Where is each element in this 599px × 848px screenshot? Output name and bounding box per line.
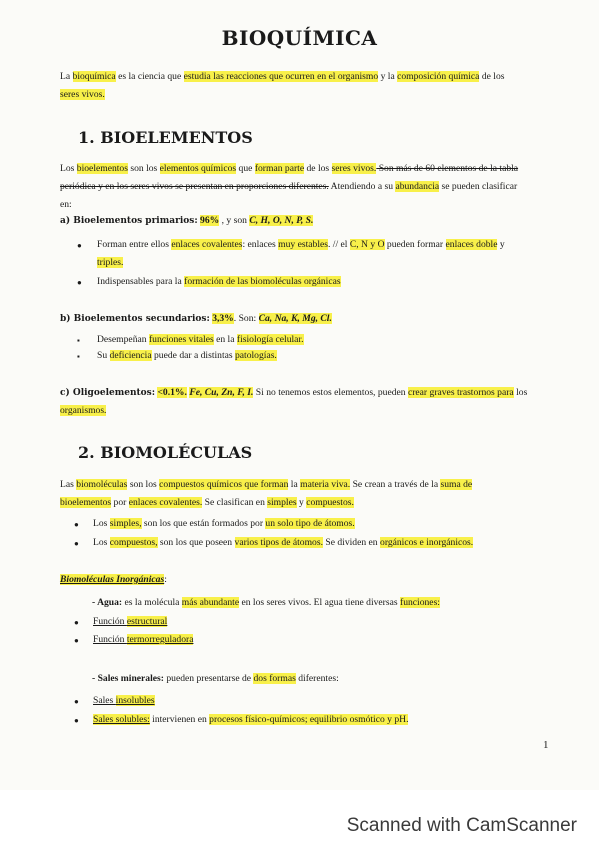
sales-bullet-2: Sales solubles: intervienen en procesos físico-químicos; equilibrio osmótico y pH. (93, 714, 409, 725)
bullet-icon: ● (74, 618, 79, 627)
s1-paragraph-line-3: en: (60, 199, 72, 210)
scanner-watermark (0, 815, 599, 848)
inorganicas-heading: Biomoléculas Inorgánicas: (60, 574, 167, 585)
oligoelementos-line-1: c) Oligoelementos: <0.1%. Fe, Cu, Zn, F, I. Si no tenemos estos elementos, pueden crear graves trastornos para los (60, 387, 528, 398)
primarios-bullet-2: Indispensables para la formación de las biomoléculas orgánicas (97, 276, 341, 287)
primarios-bullet-1-cont: triples. (97, 257, 124, 268)
bullet-icon: ● (77, 241, 82, 250)
s2-bullet-compuestos: Los compuestos, son los que poseen varios tipos de átomos. Se dividen en orgánicos e inorgánicos. (93, 537, 474, 548)
oligoelementos-line-2: organismos. (60, 405, 107, 416)
agua-line: - Agua: es la molécula más abundante en los seres vivos. El agua tiene diversas funciones: (92, 597, 440, 608)
watermark-text: Scanned with CamScanner (346, 815, 577, 836)
agua-bullet-1: Función estructural (93, 616, 168, 627)
bullet-icon: ● (77, 278, 82, 287)
sales-bullet-1: Sales insolubles (93, 695, 155, 706)
bullet-icon: ● (74, 539, 79, 548)
secundarios-bullet-1: Desempeñan funciones vitales en la fisiología celular. (97, 334, 304, 345)
s2-paragraph-line-2: bioelementos por enlaces covalentes. Se clasifican en simples y compuestos. (60, 497, 354, 508)
sales-line: - Sales minerales: pueden presentarse de dos formas diferentes: (92, 673, 339, 684)
s2-bullet-simples: Los simples, son los que están formados por un solo tipo de átomos. (93, 518, 355, 529)
intro-line-2: seres vivos. (60, 89, 105, 100)
section-heading-biomoleculas: 2. BIOMOLÉCULAS (78, 443, 253, 462)
page-number: 1 (543, 739, 549, 751)
section-heading-bioelementos: 1. BIOELEMENTOS (78, 128, 253, 147)
bullet-icon: ● (74, 716, 79, 725)
bullet-icon: ● (74, 697, 79, 706)
bullet-icon: ▪ (77, 336, 80, 345)
page-title: BIOQUÍMICA (221, 26, 378, 50)
primarios-bullet-1: Forman entre ellos enlaces covalentes: enlaces muy estables. // el C, N y O pueden formar enlaces doble y (97, 239, 505, 250)
bullet-icon: ● (74, 520, 79, 529)
secundarios-bullet-2: Su deficiencia puede dar a distintas patologías. (97, 350, 277, 361)
intro-line-1: La bioquímica es la ciencia que estudia las reacciones que ocurren en el organismo y la composición química de los (60, 71, 505, 82)
primarios-heading: a) Bioelementos primarios: 96% , y son C, H, O, N, P, S. (60, 215, 314, 226)
s1-paragraph-line-2: periódica y en los seres vivos se presentan en proporciones diferentes. Atendiendo a su abundancia se pueden clasificar (60, 181, 518, 192)
s2-paragraph-line-1: Las biomoléculas son los compuestos químicos que forman la materia viva. Se crean a través de la suma de (60, 479, 473, 490)
bullet-icon: ▪ (77, 352, 80, 361)
agua-bullet-2: Función termorreguladora (93, 634, 194, 645)
secundarios-heading: b) Bioelementos secundarios: 3,3%. Son: Ca, Na, K, Mg, Cl. (60, 313, 332, 324)
bullet-icon: ● (74, 636, 79, 645)
s1-paragraph-line-1: Los bioelementos son los elementos químicos que forman parte de los seres vivos. Son más de 60 elementos de la tabla (60, 163, 519, 174)
